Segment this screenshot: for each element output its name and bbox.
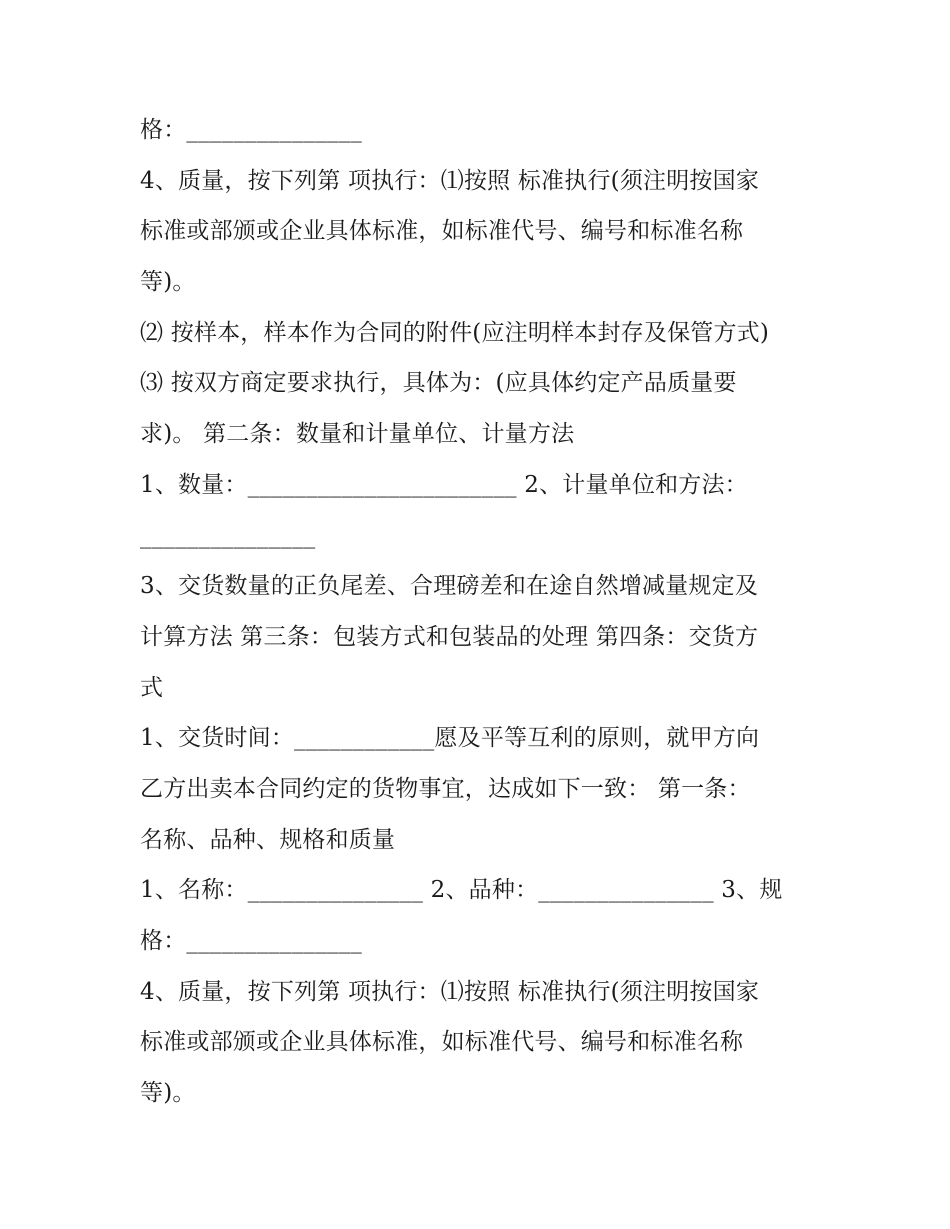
contract-text xyxy=(140,105,820,1119)
text-line: 4、质量，按下列第 项执行：⑴按照 标准执行(须注明按国家 xyxy=(140,978,760,1005)
text-line: 3、交货数量的正负尾差、合理磅差和在途自然增减量规定及 xyxy=(140,573,759,600)
text-line: ⑶ 按双方商定要求执行，具体为：(应具体约定产品质量要 xyxy=(140,370,737,397)
text-line: 等)。 xyxy=(140,269,196,296)
text-line: 格：_______________ xyxy=(140,928,362,954)
text-line: 乙方出卖本合同约定的货物事宜，达成如下一致： 第一条： xyxy=(140,775,751,802)
text-line: 1、名称：_______________ 2、品种：_______________ 3、规 xyxy=(140,877,783,904)
text-line: 计算方法 第三条：包装方式和包装品的处理 第四条：交货方 xyxy=(140,623,759,650)
text-line: 标准或部颁或企业具体标准，如标准代号、编号和标准名称 xyxy=(140,1029,744,1056)
text-line: 1、数量：_______________________ 2、计量单位和方法： xyxy=(140,471,748,498)
text-line: ⑵ 按样本，样本作为合同的附件(应注明样本封存及保管方式) xyxy=(140,319,770,346)
text-line: 求)。 第二条：数量和计量单位、计量方法 xyxy=(140,421,575,448)
text-line: 格：_______________ xyxy=(140,117,362,143)
text-line: 名称、品种、规格和质量 xyxy=(140,826,396,853)
text-line: _______________ xyxy=(140,522,316,549)
text-line: 4、质量，按下列第 项执行：⑴按照 标准执行(须注明按国家 xyxy=(140,167,760,194)
text-line: 1、交货时间：____________愿及平等互利的原则，就甲方向 xyxy=(140,725,760,752)
text-line: 等)。 xyxy=(140,1080,196,1107)
text-line: 式 xyxy=(140,674,164,701)
text-line: 标准或部颁或企业具体标准，如标准代号、编号和标准名称 xyxy=(140,218,744,245)
